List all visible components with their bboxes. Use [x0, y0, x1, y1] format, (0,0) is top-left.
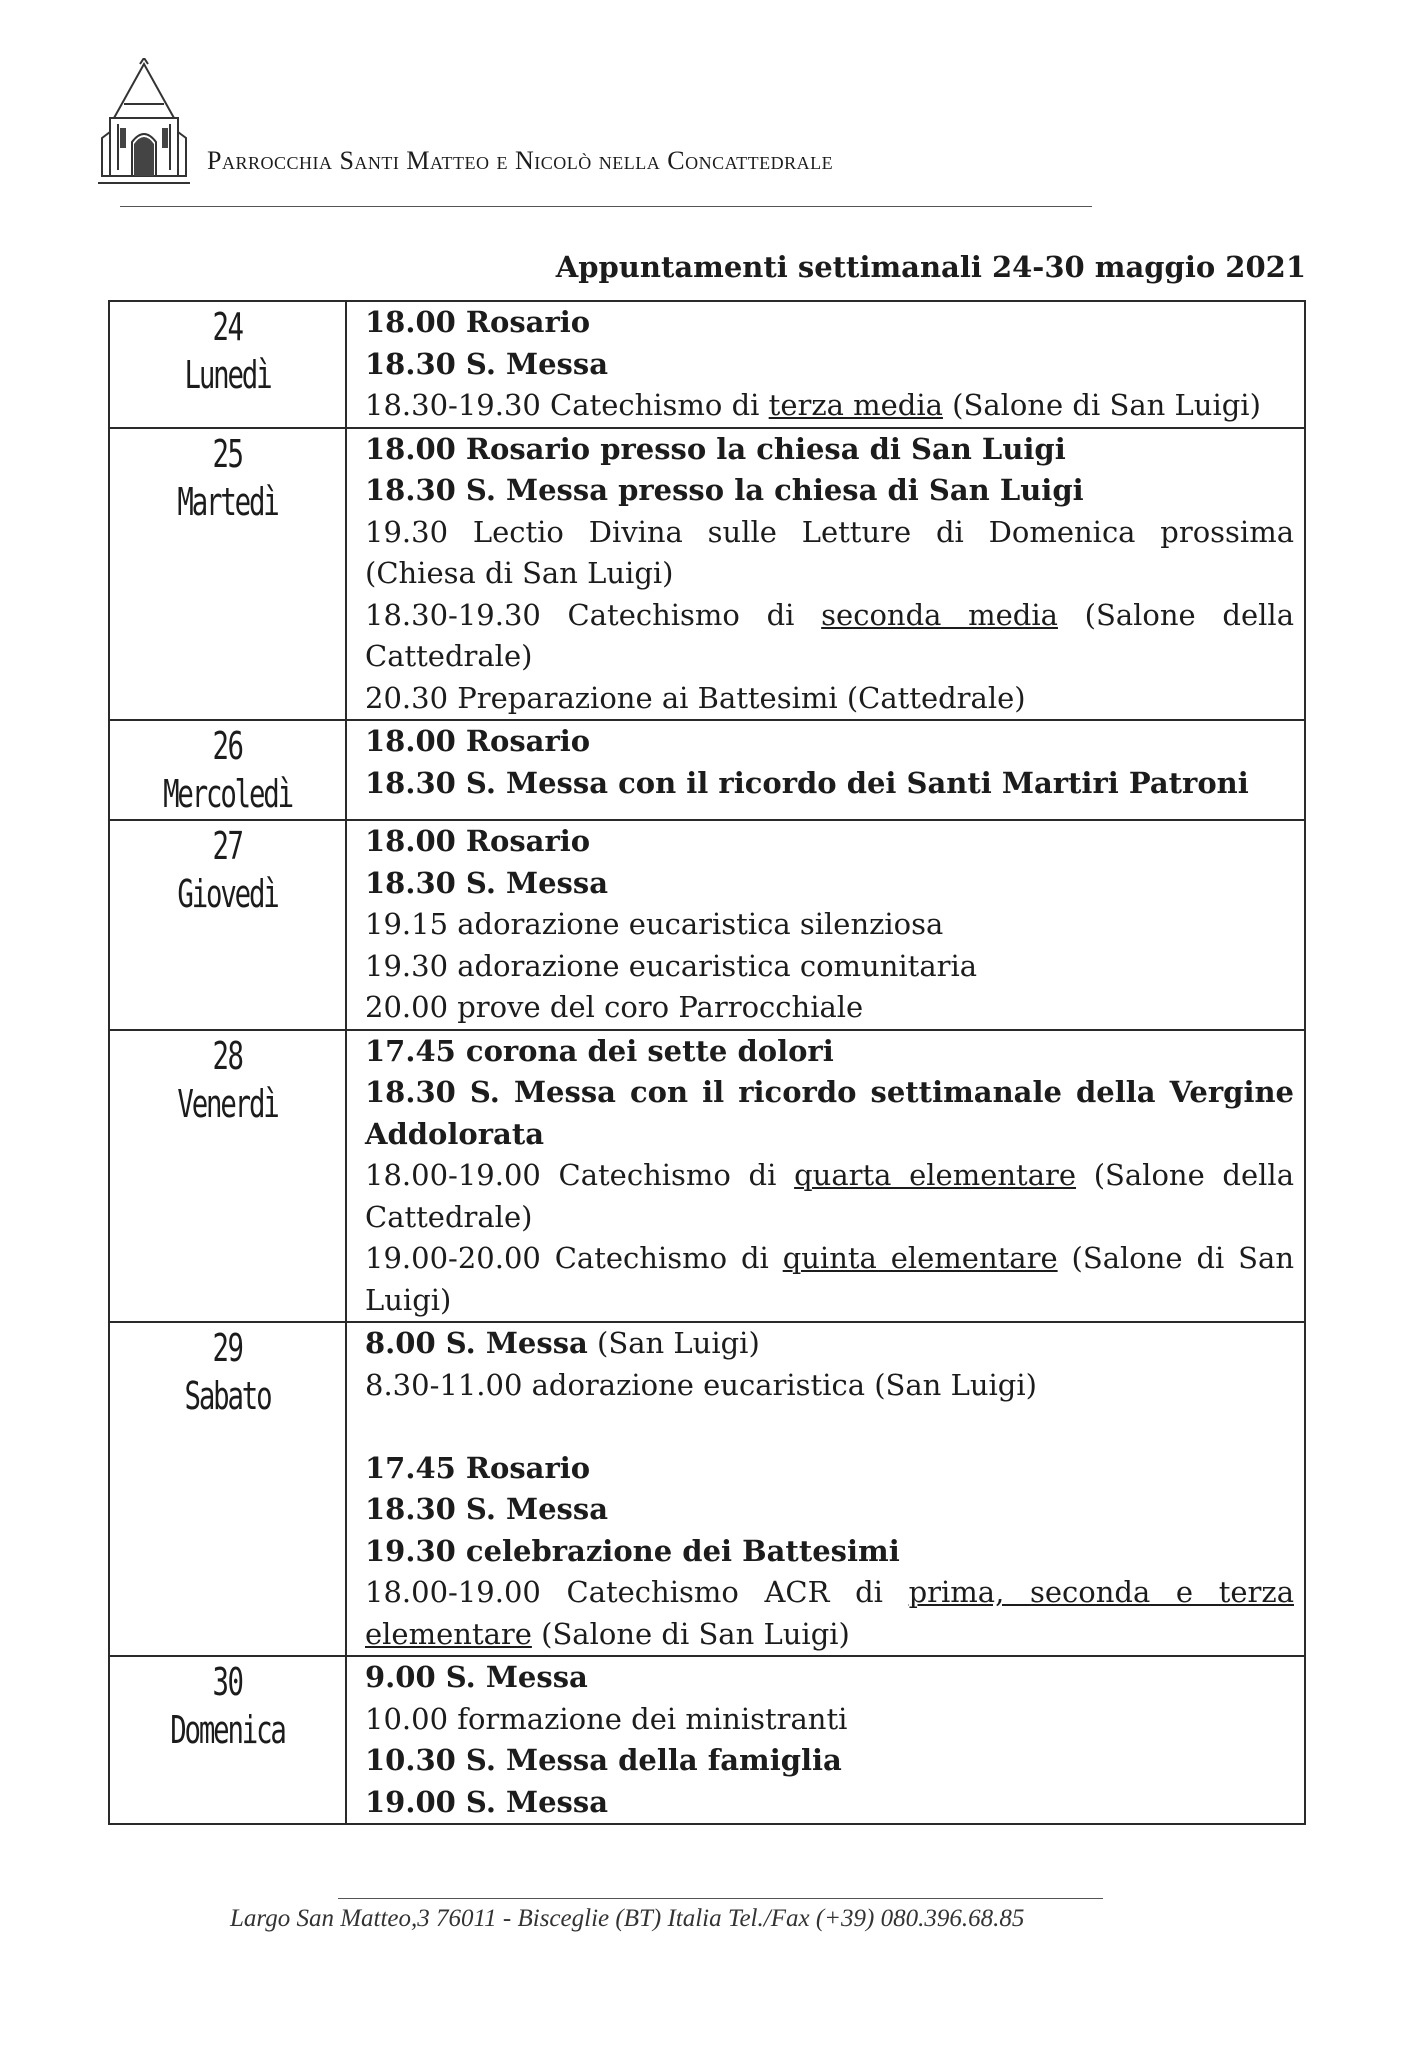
event-text: (Salone di San Luigi) [531, 1616, 850, 1651]
event-line [365, 512, 1294, 595]
event-line [365, 1155, 1294, 1238]
events-cell [346, 428, 1305, 721]
events-cell [346, 820, 1305, 1030]
event-line [365, 863, 1294, 905]
events-cell [346, 1030, 1305, 1323]
event-text: (Salone di San Luigi) [365, 1241, 1295, 1317]
event-text: (Salone di San Luigi) [942, 388, 1261, 422]
event-text: 9.00 S. Messa [365, 1660, 588, 1694]
event-text: 20.00 prove del coro Parrocchiale [365, 990, 864, 1024]
event-line [365, 1657, 1294, 1699]
event-line [365, 385, 1294, 427]
day-cell [109, 1322, 346, 1656]
event-line [365, 1072, 1294, 1155]
event-text: 17.45 Rosario [365, 1450, 591, 1485]
event-text: 20.30 Preparazione ai Battesimi (Cattedrale) [365, 680, 1026, 715]
event-text: 18.00-19.00 Catechismo di [365, 1158, 795, 1192]
day-cell [109, 1656, 346, 1824]
event-line [365, 721, 1294, 763]
weekly-schedule-table [108, 300, 1306, 1825]
letterhead [94, 58, 1094, 208]
spacer [365, 1406, 1294, 1448]
schedule-row [109, 428, 1305, 721]
schedule-row [109, 1322, 1305, 1656]
day-name: Martedì [177, 479, 278, 524]
event-line [365, 1699, 1294, 1741]
events-cell [346, 720, 1305, 820]
event-line [365, 344, 1294, 386]
event-text: 19.30 celebrazione dei Battesimi [365, 1533, 900, 1568]
day-number: 29 [212, 1326, 243, 1370]
event-text: 18.30 S. Messa [365, 1492, 609, 1526]
event-text: 18.30 S. Messa [365, 865, 609, 900]
event-text: 18.30 S. Messa presso la chiesa di San Luigi [365, 473, 1084, 507]
event-line [365, 904, 1294, 946]
document-title: Appuntamenti settimanali 24-30 maggio 2021 [555, 250, 1306, 284]
event-text: 19.15 adorazione eucaristica silenziosa [365, 907, 944, 941]
underlined-text: prima, seconda e terza elementare [365, 1575, 1294, 1651]
events-cell [346, 301, 1305, 428]
event-line [365, 1238, 1294, 1321]
day-cell [109, 1030, 346, 1323]
event-line [365, 302, 1294, 344]
event-text: 8.00 S. Messa [365, 1326, 588, 1360]
event-text: 18.30 S. Messa [365, 346, 609, 381]
event-line [365, 1448, 1294, 1490]
header-divider [120, 206, 1092, 207]
event-line [365, 1031, 1294, 1073]
schedule-row [109, 820, 1305, 1030]
day-number: 27 [212, 824, 243, 868]
schedule-row [109, 1030, 1305, 1323]
day-number: 24 [212, 305, 243, 349]
church-logo [94, 58, 194, 188]
event-line [365, 595, 1294, 678]
event-text: 18.00 Rosario [365, 305, 591, 339]
event-text: 17.45 corona dei sette dolori [365, 1033, 834, 1068]
footer-address: Largo San Matteo,3 76011 - Bisceglie (BT) Italia Tel./Fax (+39) 080.396.68.85 [230, 1905, 1025, 1932]
event-text: 10.00 formazione dei ministranti [365, 1701, 848, 1736]
day-number: 30 [212, 1660, 243, 1704]
event-text: 18.00 Rosario [365, 824, 591, 858]
schedule-row [109, 1656, 1305, 1824]
underlined-text: seconda media [821, 597, 1058, 632]
day-cell [109, 428, 346, 721]
event-line [365, 1365, 1294, 1407]
event-line [365, 470, 1294, 512]
events-cell [346, 1656, 1305, 1824]
underlined-text: quinta elementare [782, 1241, 1058, 1275]
event-line [365, 1740, 1294, 1782]
day-cell [109, 301, 346, 428]
event-line [365, 763, 1294, 805]
event-text: 8.30-11.00 adorazione eucaristica (San Luigi) [365, 1367, 1037, 1402]
event-text: 18.00 Rosario presso la chiesa di San Luigi [365, 431, 1066, 466]
event-line [365, 821, 1294, 863]
event-line [365, 1323, 1294, 1365]
day-number: 26 [212, 724, 243, 768]
event-text: 18.30-19.30 Catechismo di [365, 597, 822, 632]
underlined-text: terza media [768, 388, 943, 422]
day-name: Giovedì [177, 872, 278, 916]
day-name: Mercoledì [163, 772, 292, 816]
parish-name: Parrocchia Santi Matteo e Nicolò nella Concattedrale [207, 146, 834, 175]
event-line [365, 1531, 1294, 1573]
event-text: 18.00-19.00 Catechismo ACR di [365, 1575, 909, 1609]
schedule-row [109, 301, 1305, 428]
event-text: 19.30 adorazione eucaristica comunitaria [365, 948, 978, 983]
day-cell [109, 720, 346, 820]
day-name: Venerdì [177, 1081, 278, 1126]
day-number: 25 [212, 431, 243, 476]
schedule-row [109, 720, 1305, 820]
event-text: 18.30 S. Messa con il ricordo settimanale della Vergine Addolorata [365, 1075, 1294, 1151]
event-line [365, 1572, 1294, 1655]
event-text: 19.00 S. Messa [365, 1784, 609, 1819]
event-text: 18.30 S. Messa con il ricordo dei Santi Martiri Patroni [365, 765, 1249, 800]
event-text: (Salone della Cattedrale) [365, 1158, 1294, 1234]
day-name: Domenica [170, 1708, 285, 1752]
day-cell [109, 820, 346, 1030]
underlined-text: quarta elementare [794, 1158, 1077, 1192]
event-text: 18.00 Rosario [365, 724, 591, 758]
event-line [365, 429, 1294, 471]
event-text: 10.30 S. Messa della famiglia [365, 1743, 842, 1777]
event-line [365, 987, 1294, 1029]
event-text: 19.30 Lectio Divina sulle Letture di Domenica prossima (Chiesa di San Luigi) [365, 514, 1294, 590]
day-name: Sabato [184, 1374, 271, 1418]
events-cell [346, 1322, 1305, 1656]
event-line [365, 678, 1294, 720]
event-line [365, 1782, 1294, 1824]
event-line [365, 946, 1294, 988]
event-text: (San Luigi) [587, 1326, 760, 1360]
event-line [365, 1489, 1294, 1531]
event-text: (Salone della Cattedrale) [365, 597, 1294, 673]
event-text: 18.30-19.30 Catechismo di [365, 388, 769, 422]
event-text: 19.00-20.00 Catechismo di [365, 1241, 783, 1275]
footer-divider [338, 1898, 1103, 1899]
day-name: Lunedì [184, 353, 271, 397]
day-number: 28 [212, 1033, 243, 1078]
